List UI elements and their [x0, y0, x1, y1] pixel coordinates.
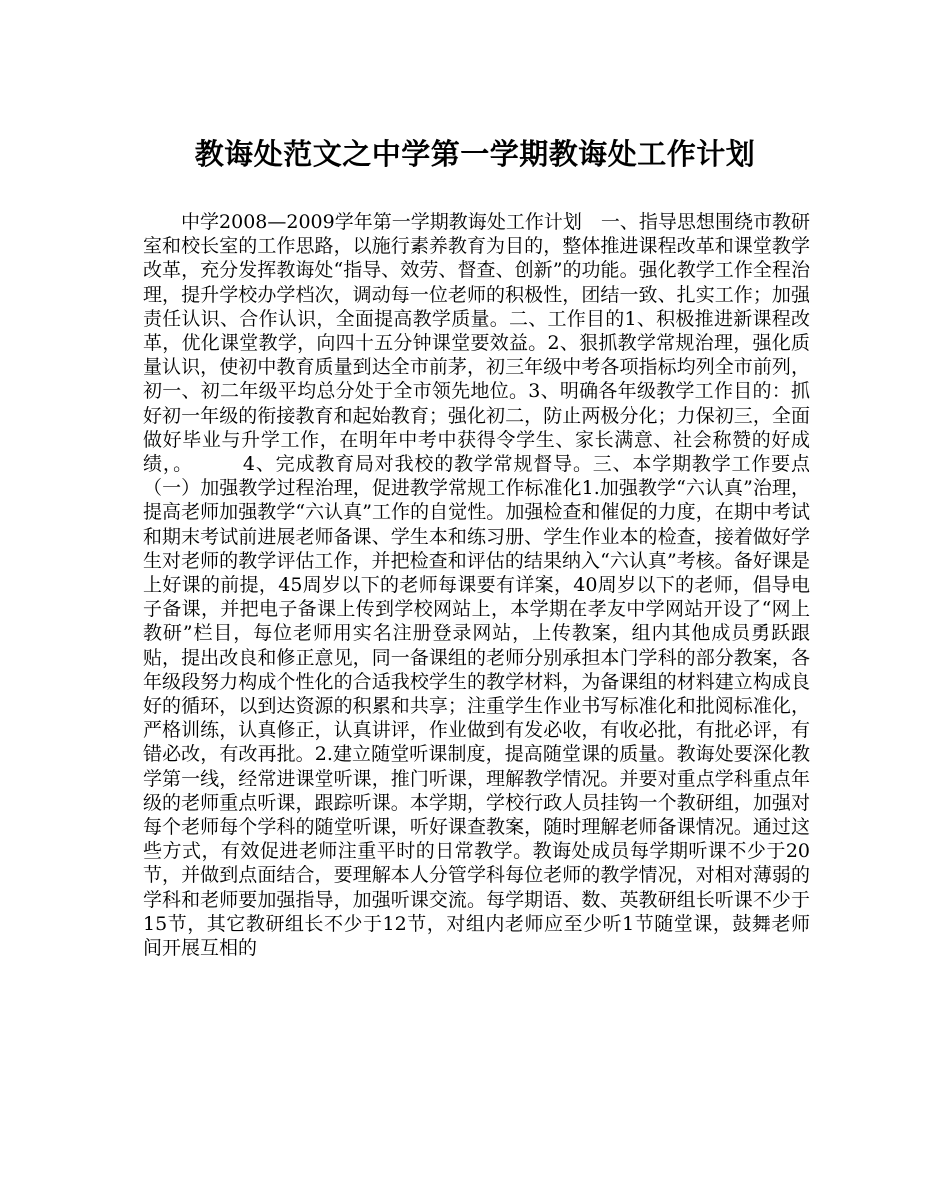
document-title: 教诲处范文之中学第一学期教诲处工作计划	[194, 137, 756, 171]
document-body-paragraph: 中学2008—2009学年第一学期教诲处工作计划 一、指导思想围绕市教研室和校长室的工作思路，以施行素养教育为目的，整体推进课程改革和课堂教学改革，充分发挥教诲处“指导、效劳、督查、创新”的功能。强化教学工作全程治理，提升学校办学档次，调动每一位老师的积极性，团结一致、扎实工作；加强责任认识、合作认识，全面提高教学质量。二、工作目的1、积极推进新课程改革，优化课堂教学，向四十五分钟课堂要效益。2、狠抓教学常规治理，强化质量认识，使初中教育质量到达全市前茅，初三年级中考各项指标均列全市前列，初一、初二年级平均总分处于全市领先地位。3、明确各年级教学工作目的：抓好初一年级的衔接教育和起始教育；强化初二，防止两极分化；力保初三，全面做好毕业与升学工作，在明年中考中获得令学生、家长满意、社会称赞的好成绩，。 4、完成教育局对我校的教学常规督导。三、本学期教学工作要点（一）加强教学过程治理，促进教学常规工作标准化1.加强教学“六认真”治理，提高老师加强教学“六认真”工作的自觉性。加强检查和催促的力度，在期中考试和期末考试前进展老师备课、学生本和练习册、学生作业本的检查，接着做好学生对老师的教学评估工作，并把检查和评估的结果纳入“六认真”考核。备好课是上好课的前提，45周岁以下的老师每课要有详案，40周岁以下的老师，倡导电子备课，并把电子备课上传到学校网站上，本学期在孝友中学网站开设了“网上教研”栏目，每位老师用实名注册登录网站，上传教案，组内其他成员勇跃跟贴，提出改良和修正意见，同一备课组的老师分别承担本门学科的部分教案，各年级段努力构成个性化的合适我校学生的教学材料，为备课组的材料建立构成良好的循环，以到达资源的积累和共享；注重学生作业书写标准化和批阅标准化，严格训练，认真修正，认真讲评，作业做到有发必收，有收必批，有批必评，有错必改，有改再批。2.建立随堂听课制度，提高随堂课的质量。教诲处要深化教学第一线，经常进课堂听课，推门听课，理解教学情况。并要对重点学科重点年级的老师重点听课，跟踪听课。本学期，学校行政人员挂钩一个教研组，加强对每个老师每个学科的随堂听课，听好课查教案，随时理解老师备课情况。通过这些方式，有效促进老师注重平时的日常教学。教诲处成员每学期听课不少于20节，并做到点面结合，要理解本人分管学科每位老师的教学情况，对相对薄弱的学科和老师要加强指导，加强听课交流。每学期语、数、英教研组长听课不少于15节，其它教研组长不少于12节，对组内老师应至少听1节随堂课，鼓舞老师间开展互相的	[143, 211, 810, 960]
